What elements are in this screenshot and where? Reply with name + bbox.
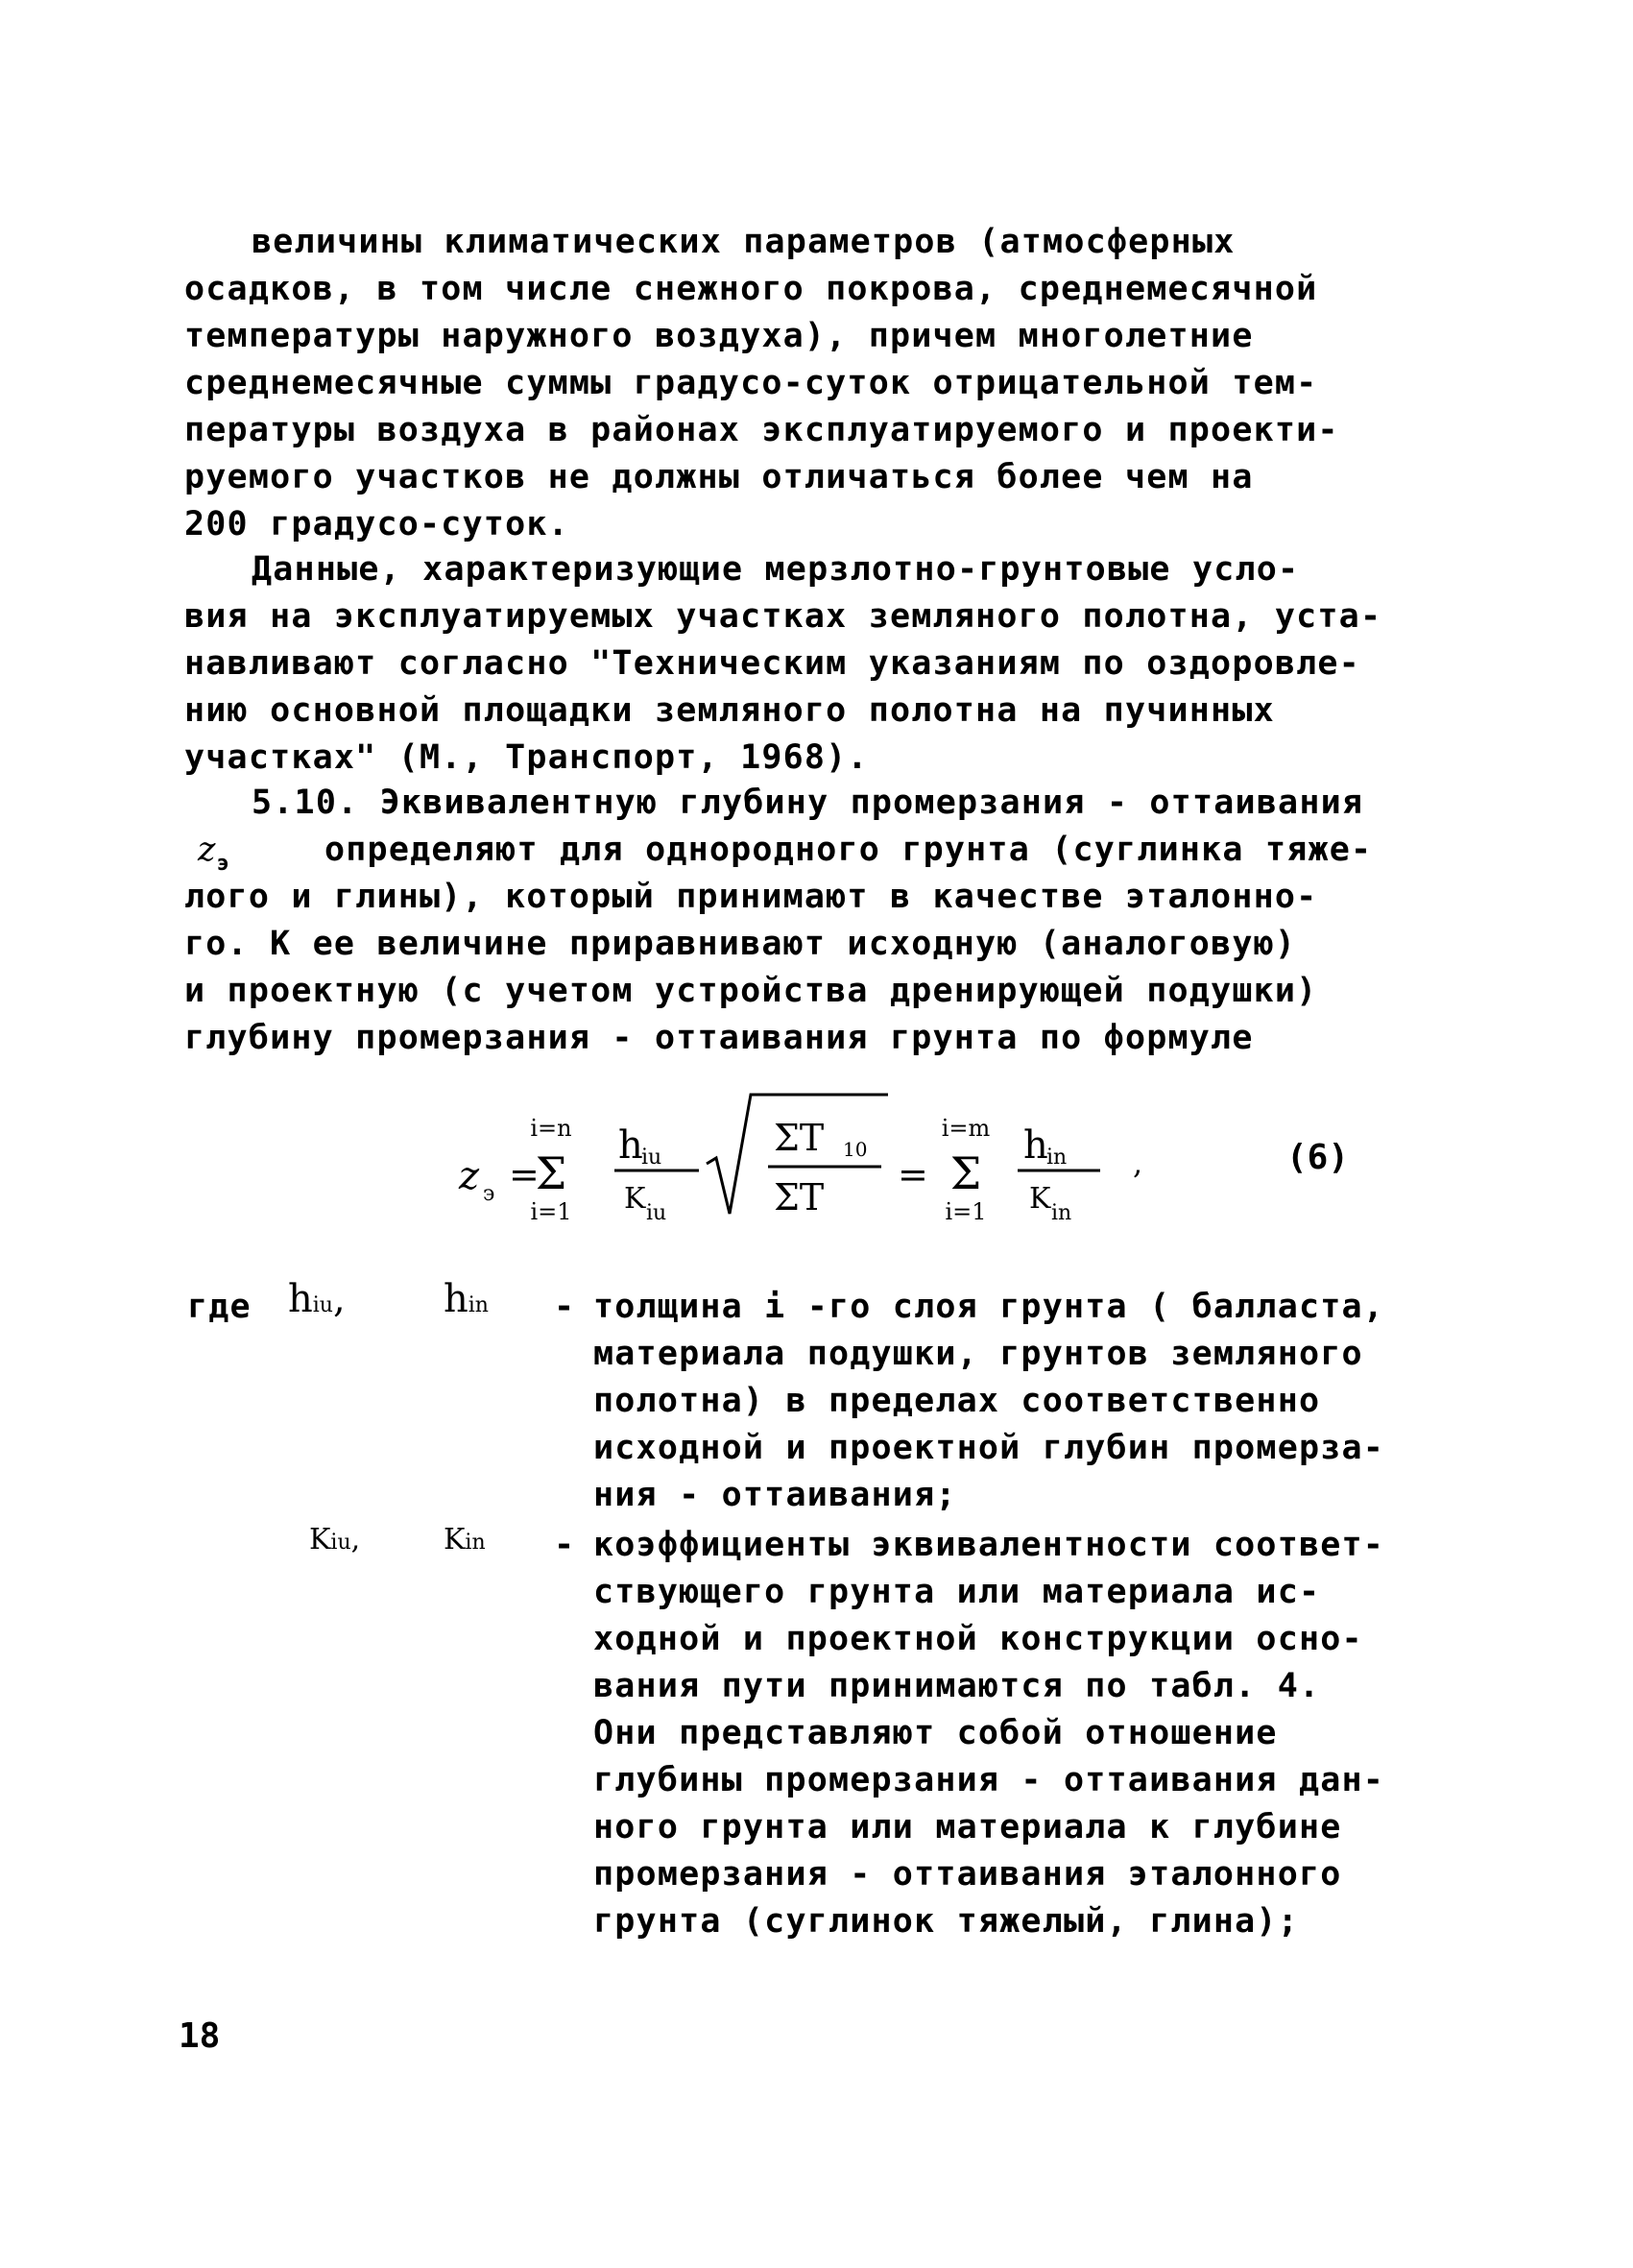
definition-line: коэффициенты эквивалентности соответ- [593,1526,1385,1564]
definition-line: ходной и проектной конструкции осно- [593,1620,1363,1658]
definition-line: глубины промерзания - оттаивания дан- [593,1761,1385,1799]
sum2-upper-limit: i=m [941,1115,991,1142]
text-line: определяют для однородного грунта (суглинка тяже- [324,831,1373,869]
text-line: 200 градусо-суток. [184,505,569,543]
symbol-h-iu: hiu, [288,1277,346,1321]
text-line: нию основной площадки земляного полотна на пучинных [184,691,1275,730]
sqrt-numerator: ΣT [774,1117,825,1159]
text-line: лого и глины), который принимают в качестве эталонно- [184,878,1318,916]
symbol-z: z [198,831,217,869]
definition-line: промерзания - оттаивания эталонного [593,1855,1342,1894]
frac2-numerator: h [1023,1123,1048,1168]
text-line: величины климатических параметров (атмосферных [252,223,1236,261]
text-line: вия на эксплуатируемых участках земляного полотна, уста- [184,597,1382,636]
text-line: среднемесячные суммы градусо-суток отрицательной тем- [184,364,1318,402]
definition-dash: - [554,1526,576,1564]
text-line: глубину промерзания - оттаивания грунта по формуле [184,1019,1254,1057]
symbol-k-in: Kin [444,1523,486,1556]
symbol-z-subscript: э [216,852,231,876]
text-line: участках" (М., Транспорт, 1968). [184,738,869,777]
text-line: навливают согласно "Техническим указаниям по оздоровле- [184,644,1360,683]
text-line: 5.10. Эквивалентную глубину промерзания - оттаивания [252,784,1364,822]
frac1-numerator-subscript: iu [641,1146,662,1170]
definition-line: толщина i -го слоя грунта ( балласта, [593,1288,1385,1326]
formula-lhs-subscript: э [483,1182,495,1206]
where-label: где [187,1288,252,1326]
sum1-lower-limit: i=1 [530,1198,572,1225]
sum1-sigma: Σ [535,1147,567,1199]
symbol-h-in: hin [444,1277,489,1321]
formula-equals-2: = [898,1153,928,1195]
frac1-denominator: K [624,1182,646,1216]
frac2-denominator-subscript: in [1051,1201,1072,1225]
text-line: Данные, характеризующие мерзлотно-грунтовые усло- [252,550,1300,589]
symbol-k-iu: Kiu, [309,1523,361,1556]
definition-line: вания пути принимаются по табл. 4. [593,1667,1321,1705]
text-line: температуры наружного воздуха), причем многолетние [184,317,1254,355]
formula-equals: = [509,1153,540,1195]
text-line: осадков, в том числе снежного покрова, среднемесячной [184,270,1318,308]
frac2-numerator-subscript: in [1046,1146,1068,1170]
sqrt-numerator-subscript: 10 [843,1138,868,1161]
frac1-denominator-subscript: iu [646,1201,667,1225]
sum2-lower-limit: i=1 [945,1198,987,1225]
definition-line: грунта (суглинок тяжелый, глина); [593,1902,1299,1941]
definition-dash: - [554,1288,576,1326]
text-line: го. К ее величине приравнивают исходную (аналоговую) [184,925,1297,963]
definition-line: ного грунта или материала к глубине [593,1808,1342,1846]
page-number: 18 [179,2016,221,2056]
formula-lhs: z [459,1154,480,1198]
equation-number: (6) [1286,1138,1350,1177]
definition-line: ствующего грунта или материала ис- [593,1573,1321,1611]
frac1-numerator: h [618,1123,643,1168]
text-line: пературы воздуха в районах эксплуатируемого и проекти- [184,411,1339,449]
sqrt-denominator: ΣT [774,1176,825,1218]
frac2-denominator: K [1029,1182,1051,1216]
definition-line: исходной и проектной глубин промерза- [593,1429,1385,1467]
definition-line: материала подушки, грунтов земляного [593,1335,1363,1373]
formula-comma: , [1133,1145,1143,1181]
definition-line: полотна) в пределах соответственно [593,1382,1321,1420]
sum1-upper-limit: i=n [530,1115,572,1142]
definition-line: Они представляют собой отношение [593,1714,1278,1752]
sum2-sigma: Σ [949,1147,982,1199]
text-line: руемого участков не должны отличаться более чем на [184,458,1254,496]
definition-line: ния - оттаивания; [593,1476,957,1514]
text-line: и проектную (с учетом устройства дренирующей подушки) [184,972,1318,1010]
